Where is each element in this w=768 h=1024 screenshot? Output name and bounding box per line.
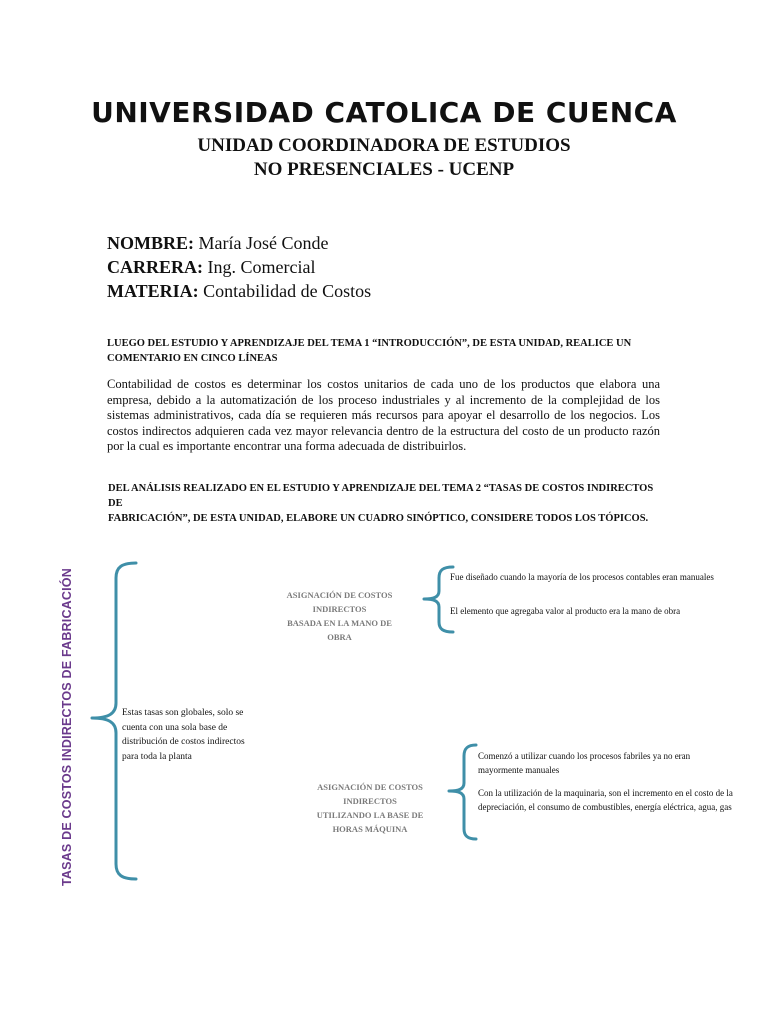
unit-title-line1: UNIDAD COORDINADORA DE ESTUDIOS xyxy=(197,135,571,156)
question-2-line1: DEL ANÁLISIS REALIZADO EN EL ESTUDIO Y APRENDIZAJE DEL TEMA 2 “TASAS DE COSTOS INDIRECTOS DE xyxy=(108,483,654,509)
branch2-brace xyxy=(449,745,476,839)
branch1-point2: El elemento que agregaba valor al producto era la mano de obra xyxy=(450,606,681,616)
question-1-line1: LUEGO DEL ESTUDIO Y APRENDIZAJE DEL TEMA 1 “INTRODUCCIÓN”, DE ESTA UNIDAD, REALICE UN xyxy=(107,338,632,349)
branch1-brace xyxy=(424,567,453,632)
question-2-line2: FABRICACIÓN”, DE ESTA UNIDAD, ELABORE UN CUADRO SINÓPTICO, CONSIDERE TODOS LOS TÓPICOS. xyxy=(108,513,649,524)
branch1-title-line2: BASADA EN LA MANO DE xyxy=(287,618,392,628)
branch2-title-line3: HORAS MÁQUINA xyxy=(332,824,408,834)
career-value: Ing. Comercial xyxy=(207,257,316,277)
name-label: NOMBRE: xyxy=(107,233,194,253)
branch1-title-line1: ASIGNACIÓN DE COSTOS INDIRECTOS xyxy=(286,590,393,614)
subject-value: Contabilidad de Costos xyxy=(203,281,372,301)
branch2-title xyxy=(290,780,450,836)
branch2-point2: Con la utilización de la maquinaria, son el incremento en el costo de la depreciación, el consumo de combustibles, energía eléctrica, agua, gas xyxy=(478,788,733,812)
diagram-main-title: TASAS DE COSTOS INDIRECTOS DE FABRICACIÓN xyxy=(60,568,74,886)
subject-label: MATERIA: xyxy=(107,281,199,301)
answer-1: Contabilidad de costos es determinar los costos unitarios de cada uno de los productos que elabora una empresa, debido a la automatización de los proceso industriales y al incremento de la complejidad de los sistemas administrativos, cada día se requieren más recursos para apoyar el desarrollo de los negocios. Los costos indirectos adquieren cada vez mayor relevancia dentro de la estructura del costo de un producto razón por la cual es importante encontrar una forma adecuada de distribuirlos. xyxy=(107,377,660,454)
question-1-line2: COMENTARIO EN CINCO LÍNEAS xyxy=(107,353,278,364)
unit-title-line2: NO PRESENCIALES - UCENP xyxy=(253,159,515,180)
branch2-point1: Comenzó a utilizar cuando los procesos fabriles ya no eran mayormente manuales xyxy=(478,751,691,775)
career-label: CARRERA: xyxy=(107,257,203,277)
branch1-title xyxy=(262,588,417,644)
branch1-title-line3: OBRA xyxy=(327,632,352,642)
name-value: María José Conde xyxy=(198,233,329,253)
branch2-title-line1: ASIGNACIÓN DE COSTOS INDIRECTOS xyxy=(317,782,423,806)
branch2-title-line2: UTILIZANDO LA BASE DE xyxy=(316,810,424,820)
branch1-point1: Fue diseñado cuando la mayoría de los procesos contables eran manuales xyxy=(450,572,714,582)
diagram-center-text: Estas tasas son globales, solo se cuenta con una sola base de distribución de costos indirectos para toda la planta xyxy=(122,708,245,762)
university-title: UNIVERSIDAD CATOLICA DE CUENCA xyxy=(91,96,677,129)
